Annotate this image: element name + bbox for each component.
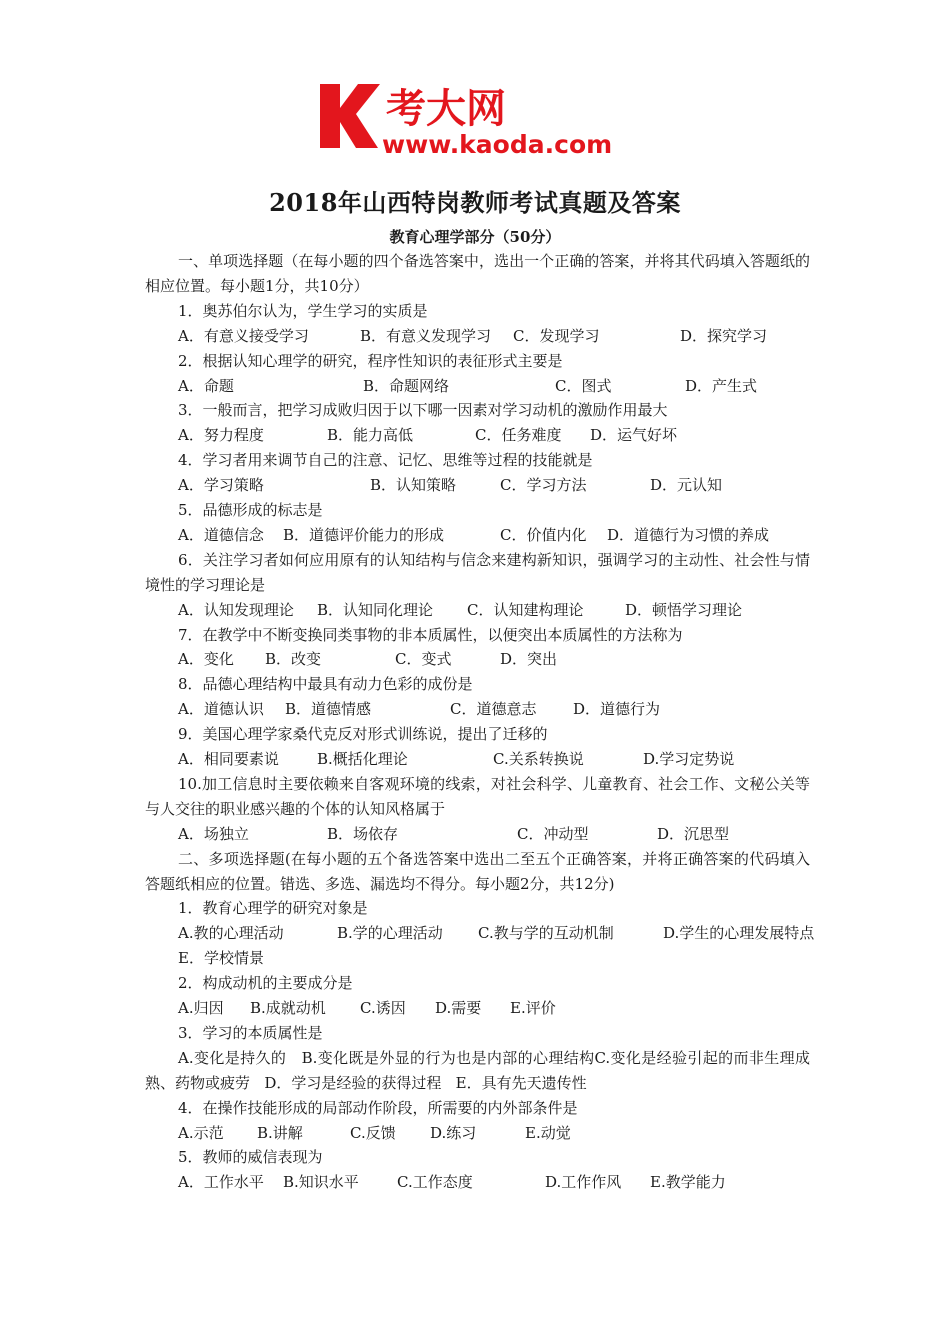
option: C．学习方法 <box>500 476 587 495</box>
logo-url: www.kaoda.com <box>382 130 613 158</box>
option: C.反馈 <box>350 1123 396 1142</box>
option: C．发现学习 <box>513 326 600 345</box>
option: B．认知同化理论 <box>317 600 434 619</box>
option: E．具有先天遗传性 <box>455 1073 587 1092</box>
option: B．道德评价能力的形成 <box>283 525 445 544</box>
option: B.概括化理论 <box>317 750 408 768</box>
document-title: 2018年山西特岗教师考试真题及答案 <box>269 188 681 217</box>
option: E.动觉 <box>525 1123 571 1142</box>
option: C．道德意志 <box>450 700 537 719</box>
option: A．学习策略 <box>178 476 264 495</box>
question-10: 10.加工信息时主要依赖来自客观环境的线索，对社会科学、儿童教育、社会工作、文秘公关等与人交往的职业感兴趣的个体的认知风格属于 <box>145 774 810 818</box>
option: B．道德情感 <box>285 700 372 719</box>
option: A．场独立 <box>178 824 249 843</box>
option: C.关系转换说 <box>493 750 584 768</box>
options-4 <box>145 473 810 498</box>
multi-options-2 <box>145 996 810 1021</box>
multi-question-5: 5．教师的威信表现为 <box>178 1148 323 1167</box>
option: D．运气好坏 <box>590 426 678 445</box>
question-4: 4．学习者用来调节自己的注意、记忆、思维等过程的技能就是 <box>178 451 593 470</box>
question-3: 3．一般而言，把学习成败归因于以下哪一因素对学习动机的激励作用最大 <box>178 401 668 420</box>
options-5 <box>145 523 810 548</box>
option: A．命题 <box>178 376 234 395</box>
option: D．学习是经验的获得过程 <box>264 1073 442 1092</box>
option: D．探究学习 <box>680 326 768 345</box>
option: D．道德行为 <box>573 700 661 719</box>
option: D．元认知 <box>650 476 723 495</box>
multi-question-3: 3．学习的本质属性是 <box>178 1023 323 1042</box>
question-1: 1．奥苏伯尔认为，学生学习的实质是 <box>178 301 428 320</box>
option: B．认知策略 <box>370 476 457 495</box>
option: A．相同要素说 <box>178 750 279 768</box>
option: C．认知建构理论 <box>467 600 584 619</box>
option: B．场依存 <box>327 824 399 843</box>
option: D．产生式 <box>685 376 758 395</box>
options-7 <box>145 647 810 672</box>
multi-options-3 <box>145 1046 810 1096</box>
option: C．变式 <box>395 650 452 669</box>
option: A．有意义接受学习 <box>178 326 309 345</box>
option: A.归因 <box>178 999 224 1018</box>
option: C.诱因 <box>360 999 406 1018</box>
multi-options-4 <box>145 1121 810 1146</box>
kaoda-logo <box>316 78 646 158</box>
option: B．有意义发现学习 <box>360 326 492 345</box>
option: A．变化 <box>178 650 234 669</box>
options-10 <box>145 822 810 847</box>
option: D.需要 <box>435 999 482 1018</box>
logo-mark: 考大网 <box>386 86 506 132</box>
option: D．道德行为习惯的养成 <box>607 525 770 544</box>
multi-question-1: 1．教育心理学的研究对象是 <box>178 899 368 918</box>
option: A.变化是持久的 <box>178 1048 287 1067</box>
options-3 <box>145 423 810 448</box>
option: A．道德认识 <box>178 700 264 719</box>
kaoda-logo-graphic <box>316 78 646 158</box>
question-7: 7．在教学中不断变换同类事物的非本质属性，以便突出本质属性的方法称为 <box>178 625 683 644</box>
option: A.教的心理活动 <box>178 924 284 943</box>
option: B．改变 <box>265 650 322 669</box>
exam-content <box>145 249 815 1195</box>
options-6 <box>145 598 810 623</box>
part1-heading: 一、单项选择题（在每小题的四个备选答案中，选出一个正确的答案，并将其代码填入答题纸的相应位置。每小题1分，共10分） <box>145 252 810 295</box>
option: D．沉思型 <box>657 824 730 843</box>
question-5: 5．品德形成的标志是 <box>178 501 323 519</box>
option: C．冲动型 <box>517 824 589 843</box>
option: A．认知发现理论 <box>178 600 294 619</box>
option: C.变化是经验引起的而非生理成熟、药物或疲劳 <box>145 1048 810 1092</box>
option: C．价值内化 <box>500 525 587 544</box>
option: D.学生的心理发展特点 <box>663 924 815 943</box>
options-8 <box>145 697 810 722</box>
multi-options-1 <box>145 921 815 946</box>
question-9: 9．美国心理学家桑代克反对形式训练说，提出了迁移的 <box>178 725 548 744</box>
section-title: 教育心理学部分（50分） <box>389 228 561 246</box>
option: C.教与学的互动机制 <box>478 924 614 943</box>
options-1 <box>145 324 810 349</box>
options-2 <box>145 374 810 399</box>
multi-question-4: 4．在操作技能形成的局部动作阶段，所需要的内外部条件是 <box>178 1098 578 1117</box>
options-9 <box>145 747 810 772</box>
option: B．能力高低 <box>327 426 414 445</box>
option: C．任务难度 <box>475 426 562 445</box>
option: E.教学能力 <box>650 1173 726 1192</box>
option: B．命题网络 <box>363 376 450 395</box>
option: D.练习 <box>430 1123 477 1142</box>
option: A．努力程度 <box>178 426 264 445</box>
multi-question-2: 2．构成动机的主要成分是 <box>178 974 353 993</box>
option: B.变化既是外显的行为也是内部的心理结构 <box>301 1048 595 1067</box>
option: C．图式 <box>555 376 612 395</box>
option: D．顿悟学习理论 <box>625 600 743 619</box>
question-2: 2．根据认知心理学的研究，程序性知识的表征形式主要是 <box>178 351 563 370</box>
option: D.工作作风 <box>545 1173 622 1192</box>
option: D.学习定势说 <box>643 750 735 768</box>
option: A.示范 <box>178 1123 224 1142</box>
question-6: 6．关注学习者如何应用原有的认知结构与信念来建构新知识，强调学习的主动性、社会性与情境性的学习理论是 <box>145 550 810 594</box>
option: B.知识水平 <box>283 1173 359 1192</box>
option: C.工作态度 <box>397 1173 473 1192</box>
part2-heading: 二、多项选择题(在每小题的五个备选答案中选出二至五个正确答案，并将正确答案的代码填入答题纸相应的位置。错选、多选、漏选均不得分。每小题2分，共12分) <box>145 849 810 893</box>
multi-options-1-e: E．学校情景 <box>178 949 264 968</box>
option: D．突出 <box>500 650 558 669</box>
multi-options-5 <box>145 1170 810 1195</box>
option: A．工作水平 <box>178 1173 264 1192</box>
option: B.学的心理活动 <box>337 924 443 943</box>
option: B.成就动机 <box>250 999 326 1018</box>
option: B.讲解 <box>257 1123 303 1142</box>
option: A．道德信念 <box>178 525 264 544</box>
question-8: 8．品德心理结构中最具有动力色彩的成份是 <box>178 675 473 694</box>
option: E.评价 <box>510 999 556 1018</box>
